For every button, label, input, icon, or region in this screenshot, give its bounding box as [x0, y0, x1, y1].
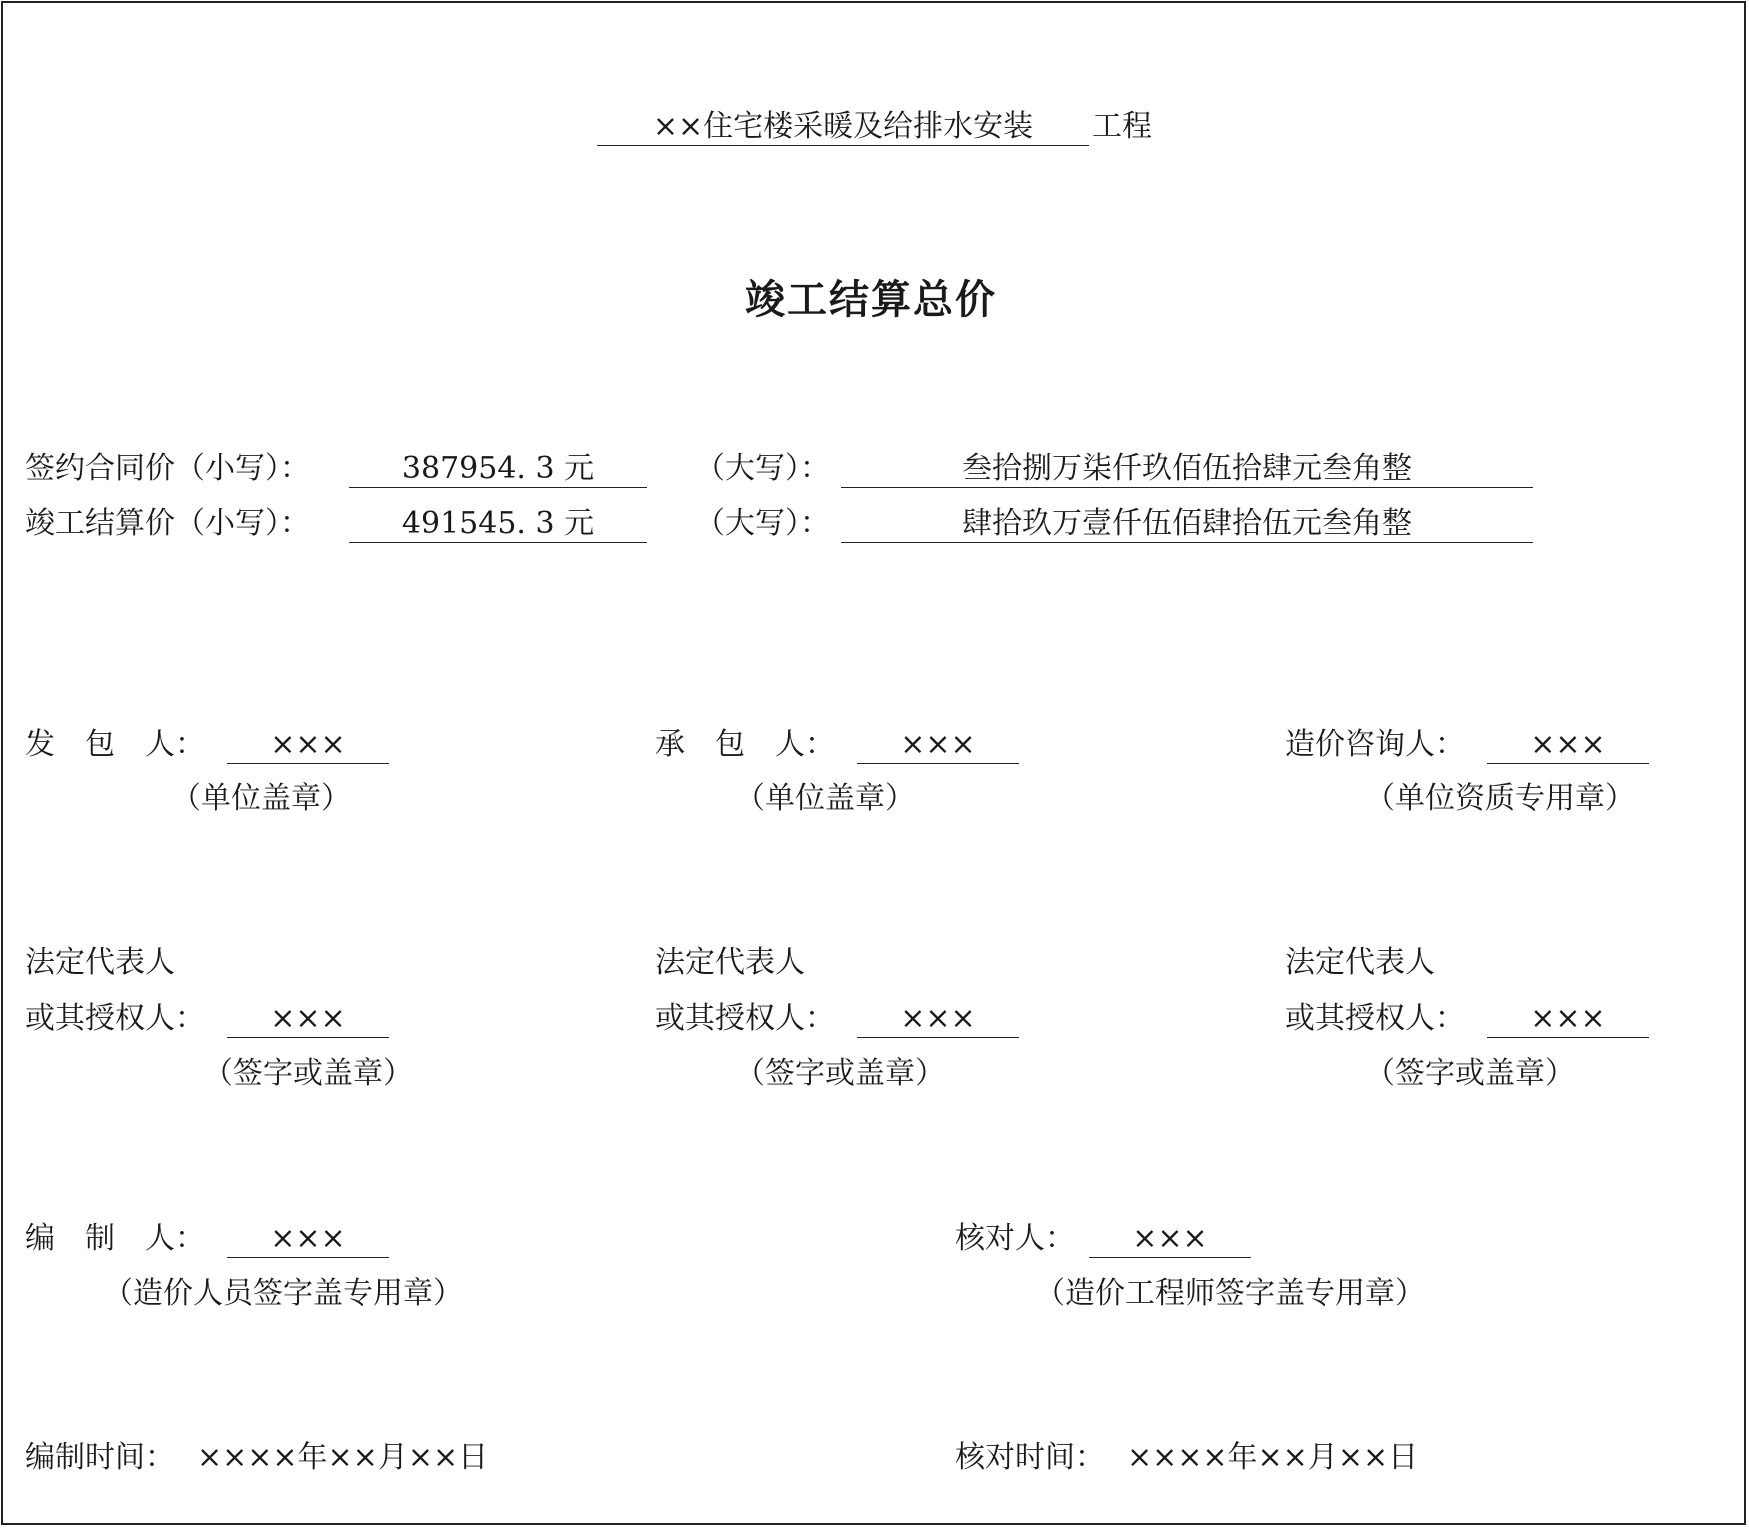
compile-date-label: 编制时间： — [25, 1440, 175, 1475]
settle-price-label: 竣工结算价（小写）： — [25, 506, 310, 541]
settle-price-big-label: （大写）： — [695, 506, 830, 541]
contractor-rep-line2: 或其授权人： — [655, 1001, 835, 1036]
project-suffix: 工程 — [1092, 109, 1152, 144]
consultant-rep-value: ××× — [1487, 1001, 1649, 1038]
consultant-value: ××× — [1487, 727, 1649, 764]
employer-rep-value: ××× — [227, 1001, 389, 1038]
page-title: 竣工结算总价 — [745, 276, 997, 323]
checker-value: ××× — [1089, 1221, 1251, 1258]
checker-label: 核对人： — [955, 1221, 1075, 1256]
compiler-label: 编 制 人： — [25, 1221, 205, 1256]
settle-price-small: 491545. 3 元 — [349, 506, 647, 543]
compiler-value: ××× — [227, 1221, 389, 1258]
compiler-note: （造价人员签字盖专用章） — [103, 1276, 463, 1311]
checker-note: （造价工程师签字盖专用章） — [1035, 1276, 1425, 1311]
contractor-label: 承 包 人： — [655, 727, 835, 762]
employer-label: 发 包 人： — [25, 727, 205, 762]
employer-rep-line1: 法定代表人 — [25, 945, 175, 980]
check-date-label: 核对时间： — [955, 1440, 1105, 1475]
contractor-note: （单位盖章） — [735, 781, 915, 816]
employer-rep-line2: 或其授权人： — [25, 1001, 205, 1036]
consultant-rep-note: （签字或盖章） — [1365, 1056, 1575, 1091]
contract-price-big: 叁拾捌万柒仟玖佰伍拾肆元叁角整 — [841, 451, 1533, 488]
consultant-label: 造价咨询人： — [1285, 727, 1465, 762]
contractor-rep-value: ××× — [857, 1001, 1019, 1038]
settle-price-big: 肆拾玖万壹仟伍佰肆拾伍元叁角整 — [841, 506, 1533, 543]
compile-date-value: ××××年××月××日 — [197, 1440, 489, 1475]
contract-price-label: 签约合同价（小写）： — [25, 451, 310, 486]
consultant-rep-line1: 法定代表人 — [1285, 945, 1435, 980]
contractor-rep-line1: 法定代表人 — [655, 945, 805, 980]
contractor-value: ××× — [857, 727, 1019, 764]
check-date-value: ××××年××月××日 — [1127, 1440, 1419, 1475]
contract-price-small: 387954. 3 元 — [349, 451, 647, 488]
document-page — [1, 1, 1746, 1525]
project-name: ××住宅楼采暖及给排水安装 — [597, 109, 1089, 146]
contract-price-big-label: （大写）： — [695, 451, 830, 486]
employer-note: （单位盖章） — [171, 781, 351, 816]
consultant-note: （单位资质专用章） — [1365, 781, 1635, 816]
employer-value: ××× — [227, 727, 389, 764]
contractor-rep-note: （签字或盖章） — [735, 1056, 945, 1091]
consultant-rep-line2: 或其授权人： — [1285, 1001, 1465, 1036]
employer-rep-note: （签字或盖章） — [203, 1056, 413, 1091]
